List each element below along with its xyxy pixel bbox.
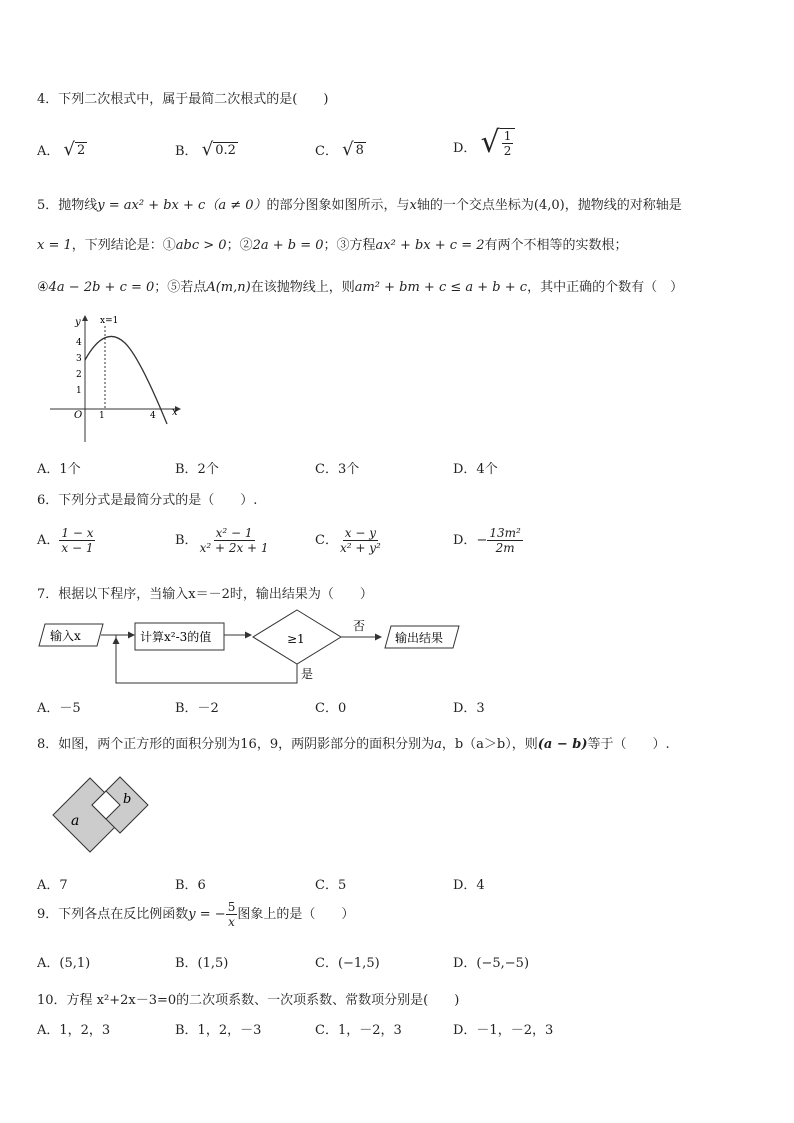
label-b: b [123, 792, 132, 807]
q8-option-a[interactable]: A．7 [37, 878, 68, 893]
q6-stem: 6．下列分式是最简分式的是（ ）. [37, 493, 258, 508]
no-label: 否 [353, 619, 366, 633]
q6-option-b[interactable]: B． $\frac{\text{x² − 1}}{\text{x² + 2x + 1}}$ [175, 526, 269, 555]
q5-option-c[interactable]: C．3个 [315, 462, 360, 477]
y-tick: 1 [76, 386, 82, 396]
q6-option-c[interactable]: C． $\frac{x - y}{\text{x² + y²}}$ [315, 526, 381, 555]
q10-option-b[interactable]: B．1，2，－3 [175, 1023, 262, 1038]
q5-option-d[interactable]: D．4个 [453, 462, 498, 477]
q9-stem: 9．下列各点在反比例函数y = − $\frac{5}{x}$ 图象上的是（ ） [37, 900, 355, 929]
q10-option-c[interactable]: C．1，－2，3 [315, 1023, 402, 1038]
q4-option-a[interactable]: A． √ 2 [37, 139, 86, 160]
q9-option-d[interactable]: D．(−5,−5) [453, 956, 530, 971]
y-tick: 4 [76, 338, 82, 348]
q5-line1: 5．抛物线y = ax² + bx + c（a ≠ 0）的部分图象如图所示，与x轴的一个交点坐标为(4,0)，抛物线的对称轴是 [37, 198, 682, 213]
q6-option-d[interactable]: D．− $\frac{\text{13m²}}{2m}$ [453, 526, 521, 555]
q7-stem: 7．根据以下程序，当输入x＝－2时，输出结果为（ ） [37, 587, 373, 602]
y-tick: 2 [76, 370, 82, 380]
q7-option-a[interactable]: A．－5 [37, 701, 81, 716]
input-label: 输入x [50, 629, 81, 643]
q7-option-d[interactable]: D．3 [453, 701, 485, 716]
q5-option-a[interactable]: A．1个 [37, 462, 81, 477]
q5-option-b[interactable]: B．2个 [175, 462, 219, 477]
yes-label: 是 [301, 667, 314, 681]
q10-option-a[interactable]: A．1，2，3 [37, 1023, 111, 1038]
y-axis-label: y [75, 317, 81, 328]
q9-option-c[interactable]: C．(−1,5) [315, 956, 380, 971]
symmetry-label: x=1 [100, 316, 119, 326]
q8-option-c[interactable]: C．5 [315, 878, 347, 893]
q5-line2: x = 1，下列结论是：①abc > 0；②2a + b = 0；③方程ax² + bx + c = 2有两个不相等的实数根； [37, 238, 628, 253]
q6-option-a[interactable]: A． $\frac{1 - x}{x - 1}$ [37, 526, 94, 555]
q8-stem: 8．如图，两个正方形的面积分别为16，9，两阴影部分的面积分别为a，b（a＞b），则(a − b)等于（ ）. [37, 737, 670, 752]
q4-option-c[interactable]: C． √ 8 [315, 139, 364, 160]
q8-squares-figure [45, 770, 155, 855]
q7-option-b[interactable]: B．－2 [175, 701, 219, 716]
q9-option-a[interactable]: A．(5,1) [37, 956, 91, 971]
q5-line3: ④4a − 2b + c = 0；⑤若点A(m,n)在该抛物线上，则am² + bm + c ≤ a + b + c，其中正确的个数有（ ） [37, 280, 684, 295]
q5-parabola-graph [45, 310, 195, 445]
x-tick: 1 [99, 411, 105, 421]
origin-label: O [74, 410, 83, 421]
q10-stem: 10．方程 x²+2x－3=0的二次项系数、一次项系数、常数项分别是( ) [37, 993, 460, 1008]
q7-flowchart [35, 606, 475, 688]
q8-option-b[interactable]: B．6 [175, 878, 206, 893]
label-a: a [71, 813, 80, 829]
decision-label: ≥1 [287, 632, 305, 646]
q4-option-b[interactable]: B． √ 0.2 [175, 139, 236, 160]
output-label: 输出结果 [395, 631, 444, 645]
compute-label: 计算x²-3的值 [140, 630, 212, 644]
q8-option-d[interactable]: D．4 [453, 878, 485, 893]
q10-option-d[interactable]: D．－1，－2，3 [453, 1023, 554, 1038]
q4-option-d[interactable]: D． √ $\frac{1}{2}$ [453, 128, 515, 158]
q7-option-c[interactable]: C．0 [315, 701, 347, 716]
y-tick: 3 [76, 354, 82, 364]
q9-option-b[interactable]: B．(1,5) [175, 956, 229, 971]
x-axis-label: x [172, 407, 178, 418]
q4-stem: 4．下列二次根式中，属于最简二次根式的是( ) [37, 92, 329, 107]
x-tick: 4 [150, 411, 156, 421]
